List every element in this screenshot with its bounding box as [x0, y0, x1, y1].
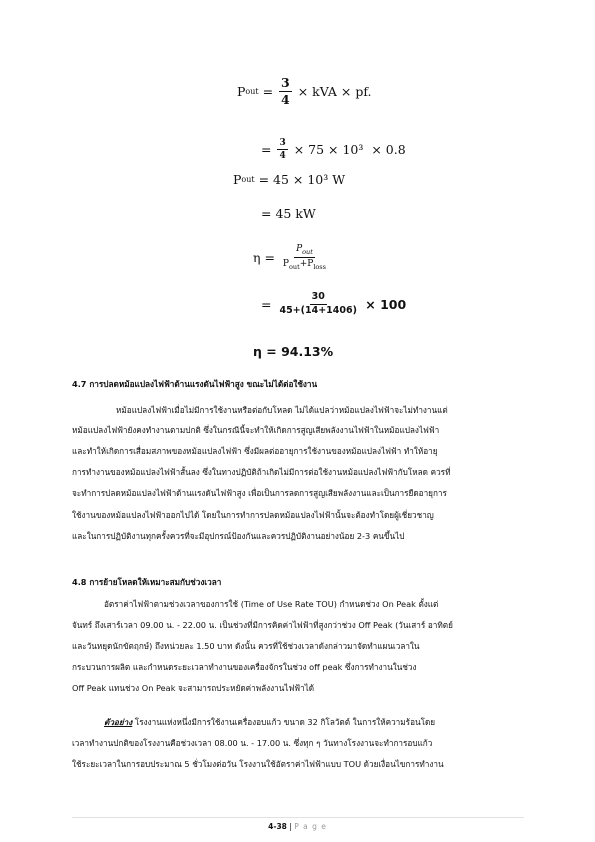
eq-equals: = — [261, 142, 276, 158]
example-line: ใช้ระยะเวลาในการอบประมาณ 5 ชั่วโมงต่อวัน โรงงานใช้อัตราค่าไฟฟ้าแบบ TOU ด้วยเงื่อนไขการทำงาน — [72, 759, 444, 769]
footer-separator: | — [286, 822, 295, 831]
den-b-sub: loss — [313, 263, 326, 272]
section-4-8-line: กระบวนการผลิต และกำหนดระยะเวลาทำงานของเครื่องจักรในช่วง off peak ซึ่งการทำงานในช่วง — [72, 662, 417, 672]
section-4-7-line: และทำให้เกิดการเสื่อมสภาพของหม้อแปลงไฟฟ้า ซึ่งมีผลต่ออายุการใช้งานของหม้อแปลงไฟฟ้า ทำให้อายุ — [72, 446, 438, 456]
eq-rest: × kVA × pf. — [293, 84, 372, 100]
frac-numerator: 3 — [277, 138, 287, 150]
section-4-7-line: การทำงานของหม้อแปลงไฟฟ้าสั้นลง ซึ่งในทางปฏิบัติถ้าเกิดไม่มีการต่อใช้งานหม้อแปลงไฟฟ้ากับโหลด ควรที่ — [72, 467, 451, 477]
fraction-efficiency — [281, 244, 328, 272]
equation-kw-result — [261, 206, 316, 221]
eq-rest: = 45 × 10³ W — [254, 172, 346, 187]
page-footer — [0, 822, 595, 831]
frac-numerator — [294, 244, 315, 258]
section-4-8-heading: 4.8 การย้ายโหลดให้เหมาะสมกับช่วงเวลา — [72, 577, 222, 587]
example-text: โรงงานแห่งหนึ่งมีการใช้งานเครื่องอบแก้ว ขนาด 32 กิโลวัตต์ ในการให้ความร้อนโดย — [134, 717, 436, 727]
frac-denominator: 45+(14+1406) — [279, 304, 357, 316]
frac-numerator: 30 — [310, 292, 327, 305]
section-4-7-line: หม้อแปลงไฟฟ้าเมื่อไม่มีการใช้งานหรือต่อกับโหลด ไม่ได้แปลว่าหม้อแปลงไฟฟ้าจะไม่ทำงานแต่ — [116, 405, 448, 415]
equation-substitution — [261, 138, 406, 162]
eq-equals: = — [261, 296, 276, 312]
num-sub: out — [302, 247, 313, 256]
den-a: P — [282, 259, 289, 270]
equation-pout-result — [233, 172, 345, 187]
section-4-7-line: จะทำการปลดหม้อแปลงไฟฟ้าด้านแรงดันไฟฟ้าสูง เพื่อเป็นการลดการสูญเสียพลังงานและเป็นการยืดอายุการ — [72, 488, 447, 498]
eq-lhs: P — [233, 172, 242, 187]
equation-efficiency-formula — [253, 244, 330, 272]
equation-pout-formula — [237, 76, 372, 108]
section-4-8-line: และวันหยุดนักขัตฤกษ์) ถึงหน่วยละ 1.50 บาท ดังนั้น ควรที่ใช้ช่วงเวลาดังกล่าวมาจัดทำแผนเวลาใน — [72, 641, 420, 651]
eq-rest: η = 94.13% — [253, 344, 334, 359]
page-label: P a g e — [294, 822, 327, 831]
eq-rest: × 75 × 10³ × 0.8 — [289, 142, 406, 158]
eq-equals: = — [258, 84, 278, 100]
section-4-7-line: ใช้งานของหม้อแปลงไฟฟ้าออกไปได้ โดยในการทำการปลดหม้อแปลงไฟฟ้านั้นจะต้องทำโดยผู้เชี่ยวชาญ — [72, 510, 434, 520]
eq-rest: × 100 — [360, 296, 407, 312]
eq-lhs-sub: out — [245, 87, 259, 97]
example-line: เวลาทำงานปกติของโรงงานคือช่วงเวลา 08.00 น. - 17.00 น. ซึ่งทุก ๆ วันทางโรงงานจะทำการอบแก้ว — [72, 738, 433, 748]
frac-denominator: 4 — [279, 151, 286, 162]
equation-efficiency-substitution — [261, 292, 406, 317]
fraction-efficiency-values — [277, 292, 358, 317]
num-main: P — [296, 244, 303, 254]
den-b: P — [307, 259, 314, 270]
eq-lhs: P — [237, 84, 246, 100]
page-number: 4-38 — [268, 822, 287, 831]
section-4-8-line: อัตราค่าไฟฟ้าตามช่วงเวลาของการใช้ (Time of Use Rate TOU) กำหนดช่วง On Peak ตั้งแต่ — [104, 599, 439, 609]
fraction-three-quarters-small — [277, 138, 287, 162]
frac-denominator: 4 — [281, 92, 290, 108]
eq-lhs: η = — [253, 250, 279, 266]
frac-denominator — [281, 258, 328, 271]
footer-divider — [72, 817, 524, 818]
equation-efficiency-result — [253, 344, 333, 359]
example-line — [72, 716, 524, 729]
fraction-three-quarters — [279, 76, 292, 108]
section-4-7-line: และในการปฏิบัติงานทุกครั้งควรที่จะมีอุปกรณ์ป้องกันและควรปฏิบัติงานอย่างน้อย 2-3 คนขึ้นไป — [72, 531, 405, 541]
section-4-8-line: จันทร์ ถึงเสาร์เวลา 09.00 น. - 22.00 น. เป็นช่วงที่มีการคิดค่าไฟฟ้าที่สูงกว่าช่วง Off Peak (วันเสาร์ อาทิตย์ — [72, 620, 453, 630]
den-plus: + — [299, 259, 308, 270]
section-4-7-heading: 4.7 การปลดหม้อแปลงไฟฟ้าด้านแรงดันไฟฟ้าสูง ขณะไม่ได้ต่อใช้งาน — [72, 379, 318, 389]
frac-numerator: 3 — [279, 76, 292, 92]
example-label: ตัวอย่าง — [104, 717, 133, 727]
section-4-8-line: Off Peak แทนช่วง On Peak จะสามารถประหยัดค่าพลังงานไฟฟ้าได้ — [72, 683, 315, 693]
eq-lhs-sub: out — [241, 175, 255, 184]
den-a-sub: out — [288, 263, 300, 272]
section-4-7-line: หม้อแปลงไฟฟ้ายังคงทำงานตามปกติ ซึ่งในกรณีนี้จะทำให้เกิดการสูญเสียพลังงานไฟฟ้าในหม้อแปลงไฟฟ้า — [72, 425, 440, 435]
eq-rest: = 45 kW — [261, 206, 316, 221]
